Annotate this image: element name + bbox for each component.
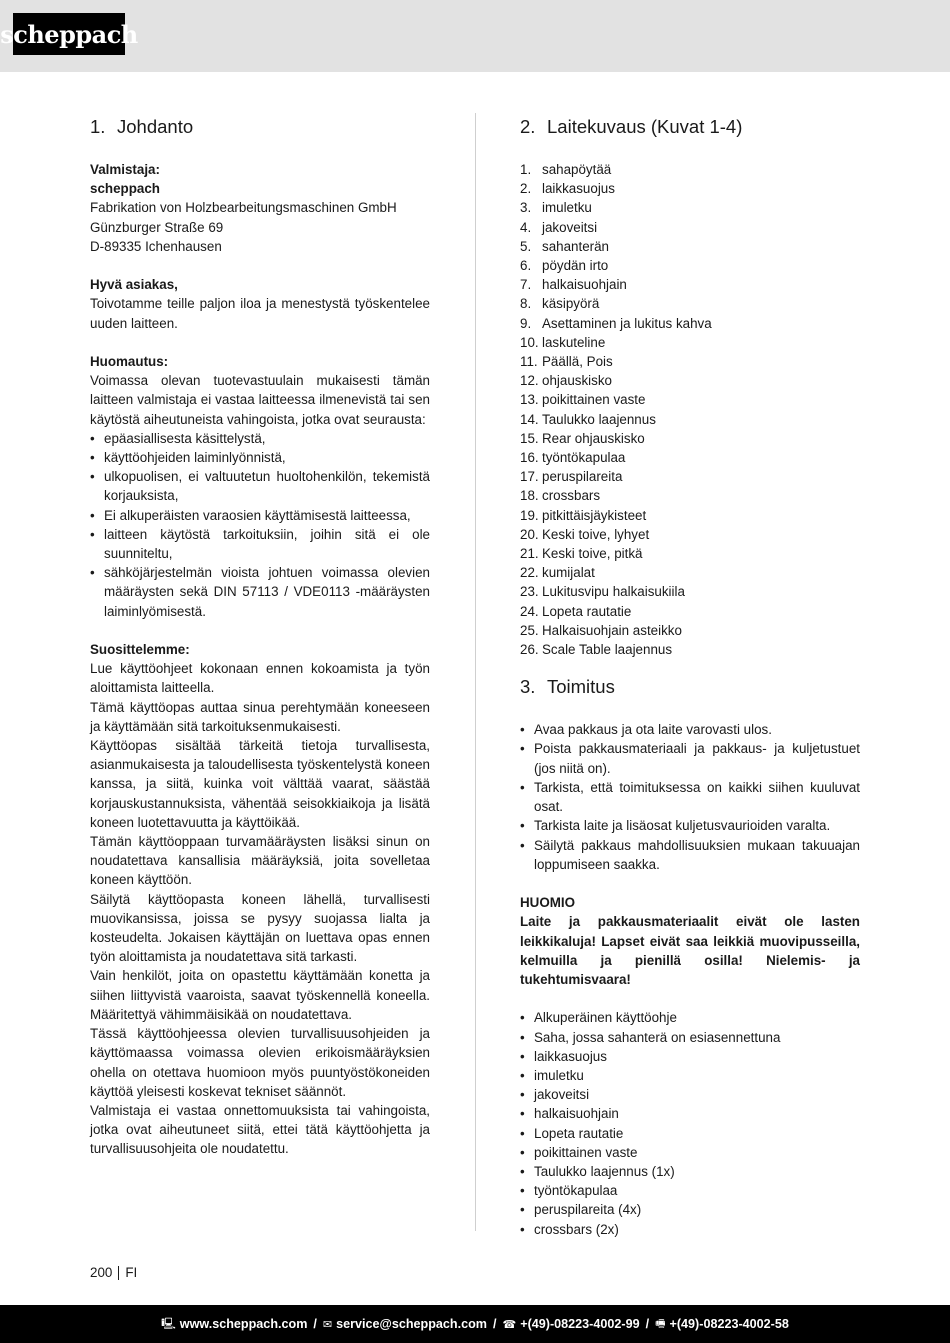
list-item: 18. crossbars: [520, 488, 601, 504]
delivery-list: [520, 720, 860, 874]
list-item: • ulkopuolisen, ei valtuutetun huoltohenkilön, tekemistä korjauksista,: [90, 467, 430, 505]
list-item: • Tarkista, että toimituksessa on kaikki siihen kuuluvat osat.: [520, 778, 860, 816]
recommend-paragraph: Tämän käyttöoppaan turvamääräysten lisäksi sinun on noudatettava kansallisia määräyksiä, joita sovelletaa koneen käyttöön.: [90, 834, 430, 888]
list-item: 19. pitkittäisjäykisteet: [520, 507, 647, 523]
section-number: 3.: [520, 676, 536, 698]
warning-label: HUOMIO: [520, 895, 576, 911]
section-number: 2.: [520, 116, 536, 137]
list-item: • Säilytä pakkaus mahdollisuuksien mukaan takuuajan loppumiseen saakka.: [520, 836, 860, 874]
list-item: • halkaisuohjain: [520, 1104, 860, 1123]
section-title-text: Laitekuvaus (Kuvat 1-4): [547, 116, 743, 137]
contact-bar: 🖳 www.scheppach.com / ✉ service@scheppach.com / ☎ +(49)-08223-4002-99 / 🖷 +(49)-08223-4002-58: [0, 1305, 950, 1343]
list-item: • käyttöohjeiden laiminlyönnistä,: [90, 448, 430, 467]
list-item: 8. käsipyörä: [520, 296, 600, 312]
recommend-paragraph: Vain henkilöt, joita on opastettu käyttämään konetta ja siihen liittyvistä vaaroista, saavat työskennellä koneella. Määritettyä vähimmäisikää on noudatettava.: [90, 968, 430, 1022]
section-number: 1.: [90, 116, 106, 137]
column-divider: [475, 113, 476, 1231]
list-item: • Taulukko laajennus (1x): [520, 1162, 860, 1181]
computer-icon: 🖳: [161, 1317, 176, 1330]
greeting-text: Toivotamme teille paljon iloa ja menestystä työskentelee uuden laitteen.: [90, 296, 430, 331]
page-header: [0, 0, 950, 72]
left-column: [90, 114, 430, 1159]
list-item: 11. Päällä, Pois: [520, 354, 613, 370]
recommend-paragraph: Valmistaja ei vastaa onnettomuuksista tai vahingoista, jotka ovat aiheutuneet siitä, ettei tätä käyttöohjetta ja turvallisuusohjeita ole noudatettu.: [90, 1102, 430, 1157]
list-item: 20. Keski toive, lyhyet: [520, 526, 650, 542]
list-item: 15. Rear ohjauskisko: [520, 430, 645, 446]
list-item: • peruspilareita (4x): [520, 1200, 860, 1219]
list-item: 22. kumijalat: [520, 565, 595, 581]
notice-list: [90, 429, 430, 621]
warning-text: Laite ja pakkausmateriaalit eivät ole lasten leikkikaluja! Lapset eivät saa leikkiä muovipusseilla, kelmuilla ja pienillä osilla! Nielemis- ja tukehtumisvaara!: [520, 914, 860, 987]
website-link[interactable]: www.scheppach.com: [179, 1317, 308, 1331]
page-footer: [90, 1265, 137, 1280]
list-item: 14. Taulukko laajennus: [520, 411, 656, 427]
section-title-text: Johdanto: [117, 116, 194, 137]
section-title-delivery: [520, 674, 860, 700]
list-item: • Saha, jossa sahanterä on esiasennettuna: [520, 1028, 860, 1047]
fax-number: +(49)-08223-4002-58: [669, 1317, 789, 1331]
list-item: • Avaa pakkaus ja ota laite varovasti ulos.: [520, 720, 860, 739]
notice-text: Voimassa olevan tuotevastuulain mukaisesti tämän laitteen valmistaja ei vastaa laitteessa ilmenevistä tai sen käytöstä aiheutuneista vahingoista, jotka ovat seurausta:: [90, 373, 430, 427]
footer-separator: [118, 1266, 119, 1280]
phone-icon: ☎: [502, 1318, 517, 1331]
recommend-label: Suosittelemme:: [90, 642, 190, 658]
list-item: 2. laikkasuojus: [520, 181, 615, 197]
greeting-label: Hyvä asiakas,: [90, 277, 178, 293]
list-item: • poikittainen vaste: [520, 1143, 860, 1162]
list-item: 13. poikittainen vaste: [520, 392, 646, 408]
recommend-paragraph: Tämä käyttöopas auttaa sinua perehtymään koneeseen ja käyttämään sitä tarkoituksenmukaisesti.: [90, 699, 430, 734]
list-item: 17. peruspilareita: [520, 469, 623, 485]
notice-label: Huomautus:: [90, 354, 169, 369]
list-item: • Poista pakkausmateriaali ja pakkaus- ja kuljetustuet (jos niitä on).: [520, 739, 860, 777]
section-title-device-description: [520, 114, 860, 140]
list-item: • laitteen käytöstä tarkoituksiin, joihin sitä ei ole suunniteltu,: [90, 525, 430, 563]
mail-icon: ✉: [322, 1318, 333, 1331]
manufacturer-company: Fabrikation von Holzbearbeitungsmaschinen GmbH: [90, 200, 397, 216]
parts-list: [520, 160, 860, 659]
language-code: FI: [125, 1265, 138, 1280]
list-item: 25. Halkaisuohjain asteikko: [520, 622, 682, 638]
list-item: • sähköjärjestelmän vioista johtuen voimassa olevien määräysten sekä DIN 57113 / VDE0113 -määräysten laiminlyömisestä.: [90, 563, 430, 621]
scheppach-logo: scheppach: [13, 13, 125, 55]
list-item: 12. ohjauskisko: [520, 373, 612, 389]
list-item: 26. Scale Table laajennus: [520, 642, 673, 658]
list-item: • Tarkista laite ja lisäosat kuljetusvaurioiden varalta.: [520, 816, 860, 835]
manufacturer-city: D-89335 Ichenhausen: [90, 238, 222, 254]
recommend-paragraph: Säilytä käyttöopasta koneen lähellä, turvallisesti muovikansissa, joissa se pysyy suojassa lialta ja kosteudelta. Jokaisen käyttäjän on luettava opas ennen työn aloittamista ja noudatettava sitä tarkasti.: [90, 891, 430, 965]
recommend-paragraph: Lue käyttöohjeet kokonaan ennen kokoamista ja työn aloittamista laitteella.: [90, 661, 430, 696]
list-item: 24. Lopeta rautatie: [520, 603, 632, 619]
list-item: 21. Keski toive, pitkä: [520, 546, 643, 562]
list-item: • imuletku: [520, 1066, 860, 1085]
list-item: 7. halkaisuohjain: [520, 277, 627, 293]
right-column: [520, 114, 860, 1239]
section-title-introduction: [90, 114, 430, 140]
list-item: 16. työntökapulaa: [520, 450, 626, 466]
list-item: 5. sahanterän: [520, 238, 610, 254]
list-item: 23. Lukitusvipu halkaisukiila: [520, 584, 685, 600]
manufacturer-label: Valmistaja:: [90, 162, 160, 177]
list-item: • työntökapulaa: [520, 1181, 860, 1200]
list-item: 4. jakoveitsi: [520, 219, 598, 235]
recommend-paragraph: Tässä käyttöohjeessa olevien turvallisuusohjeiden ja käyttömaassa voimassa olevien erikoismääräyksien ohella on otettava huomioon myös puuntyöstökoneiden käyttöä yleisesti koskevat tekniset säännöt.: [90, 1026, 430, 1099]
list-item: 10. laskuteline: [520, 334, 606, 350]
list-item: • laikkasuojus: [520, 1047, 860, 1066]
manufacturer-name: scheppach: [90, 181, 160, 197]
contents-list: [520, 1008, 860, 1238]
list-item: • crossbars (2x): [520, 1220, 860, 1239]
list-item: • epäasiallisesta käsittelystä,: [90, 429, 430, 448]
list-item: 1. sahapöytää: [520, 162, 612, 177]
fax-icon: 🖷: [655, 1317, 666, 1330]
section-title-text: Toimitus: [547, 676, 615, 698]
list-item: 3. imuletku: [520, 200, 592, 216]
recommend-paragraph: Käyttöopas sisältää tärkeitä tietoja turvallisesta, asianmukaisesta ja taloudellisesta työskentelystä koneen kanssa, ja siitä, kuinka voit välttää vaarat, säästää korjauskustannuksista, vähentää seisokkiaikoja ja lisätä koneen luotettavuutta ja käyttöikää.: [90, 738, 430, 830]
list-item: • Lopeta rautatie: [520, 1124, 860, 1143]
list-item: • Ei alkuperäisten varaosien käyttämisestä laitteessa,: [90, 506, 430, 525]
list-item: • jakoveitsi: [520, 1085, 860, 1104]
email-link[interactable]: service@scheppach.com: [336, 1317, 488, 1331]
phone-number: +(49)-08223-4002-99: [520, 1317, 640, 1331]
page-number: 200: [90, 1265, 113, 1280]
list-item: 9. Asettaminen ja lukitus kahva: [520, 315, 712, 331]
list-item: 6. pöydän irto: [520, 258, 609, 274]
manufacturer-street: Günzburger Straße 69: [90, 219, 224, 235]
list-item: • Alkuperäinen käyttöohje: [520, 1008, 860, 1027]
